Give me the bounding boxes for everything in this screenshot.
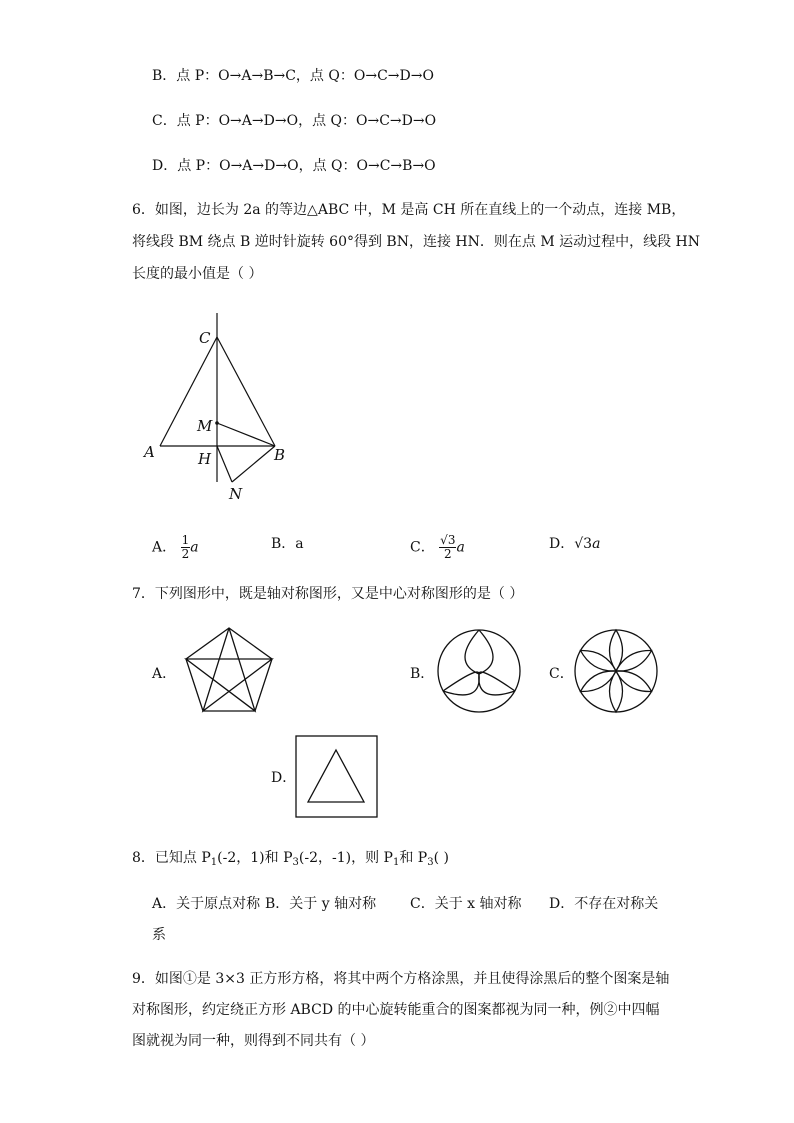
q5-option-b: B．点 P：O→A→B→C，点 Q：O→C→D→O [152,68,434,84]
q7-option-c-label: C． [549,666,574,682]
label-n: N [229,485,243,503]
label-a: A [144,443,155,461]
q6-stem-line1: 6．如图，边长为 2a 的等边△ABC 中，M 是高 CH 所在直线上的一个动点，连接 MB， [132,202,686,218]
q8-option-d-continued: 系 [152,927,166,943]
q5-option-d: D．点 P：O→A→D→O，点 Q：O→C→B→O [152,158,436,174]
label-c: C [199,329,211,347]
q6-option-c-var: a [456,539,465,556]
q6-option-a-den: 2 [181,547,190,561]
q6-option-a-prefix: A． [152,539,177,556]
q8-sub-1b: 1 [392,857,400,868]
q8-sub-3b: 3 [427,857,434,868]
q6-option-c-prefix: C． [410,539,435,556]
q6-option-a-var: a [190,539,199,556]
q8-option-d: D．不存在对称关 [549,896,659,912]
q8-stem [132,848,449,873]
q9-stem-line3: 图就视为同一种，则得到不同共有（ ） [132,1033,375,1049]
q6-stem-line2: 将线段 BM 绕点 B 逆时针旋转 60°得到 BN，连接 HN．则在点 M 运动过程中，线段 HN [132,234,701,250]
q7-stem: 7．下列图形中，既是轴对称图形，又是中心对称图形的是（ ） [132,586,524,602]
q7-option-b-label: B． [410,666,435,682]
q8-option-a: A．关于原点对称 [152,896,261,912]
q8-option-b: B．关于 y 轴对称 [265,896,377,912]
q5-option-c: C．点 P：O→A→D→O，点 Q：O→C→D→O [152,113,437,129]
q8-option-c: C．关于 x 轴对称 [410,896,522,912]
q7-option-d-label: D． [271,770,297,786]
q8-sub-3: 3 [292,857,299,868]
q6-option-c-num: √3 [440,533,456,547]
q8-stem-b: (-2，1)和 P [217,850,293,866]
q9-stem-line1: 9．如图①是 3×3 正方形方格，将其中两个方格涂黑，并且使得涂黑后的整个图案是轴 [132,971,670,987]
q6-stem-line3: 长度的最小值是（ ） [132,266,263,282]
q6-option-c-den: 2 [443,547,452,561]
q8-stem-a: 8．已知点 P [132,850,211,866]
label-h: H [198,450,212,468]
q6-option-d-value: √3 [574,536,593,552]
q7-option-a-label: A． [152,666,177,682]
q6-option-b: B．a [271,536,304,552]
q8-stem-c: (-2，-1)，则 P [298,850,393,866]
q8-stem-d: 和 P [399,850,428,866]
q8-sub-1: 1 [210,857,218,868]
q6-option-a-num: 1 [181,533,190,547]
label-m: M [197,417,213,435]
q6-option-d-var: a [592,536,601,552]
label-b: B [274,446,286,464]
q9-stem-line2: 对称图形，约定绕正方形 ABCD 的中心旋转能重合的图案都视为同一种，例②中四幅 [132,1002,660,1018]
q6-option-d-prefix: D． [549,536,575,552]
q8-stem-e: ( ) [433,850,449,866]
